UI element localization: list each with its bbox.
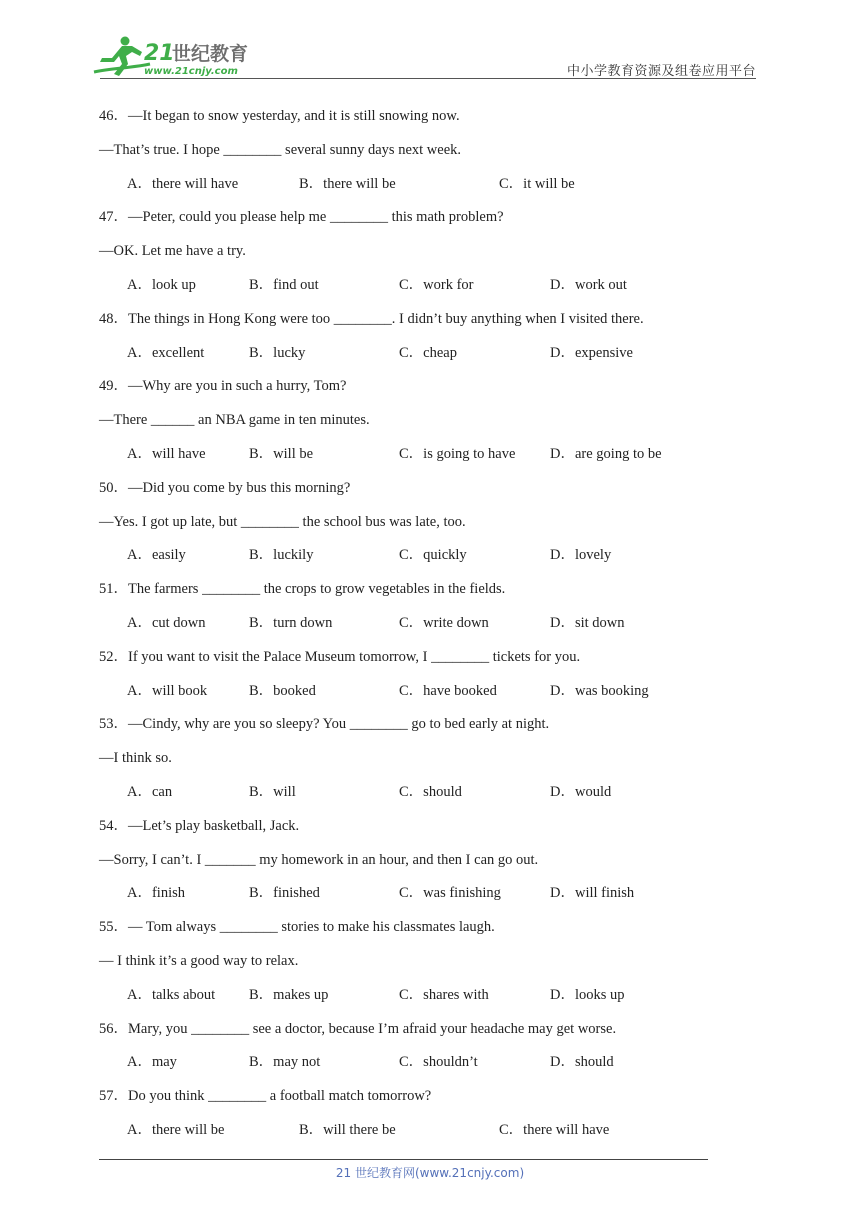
answer-option: A．can bbox=[127, 783, 173, 800]
answer-option: D．should bbox=[550, 1054, 614, 1071]
question-stem: 46．—It began to snow yesterday, and it is still snowing now. bbox=[99, 108, 460, 124]
option-row bbox=[99, 542, 739, 576]
answer-option: A．talks about bbox=[127, 986, 216, 1003]
svg-text:世纪教育: 世纪教育 bbox=[172, 43, 249, 65]
answer-option: D．looks up bbox=[550, 986, 625, 1003]
answer-option: C．is going to have bbox=[399, 445, 516, 462]
footer-link[interactable]: 21 世纪教育网(www.21cnjy.com) bbox=[335, 1166, 525, 1180]
answer-option: D．work out bbox=[550, 276, 627, 293]
question-reply: —Yes. I got up late, but ________ the school bus was late, too. bbox=[99, 513, 466, 530]
answer-option: C．shouldn’t bbox=[399, 1054, 478, 1071]
answer-option: C．was finishing bbox=[399, 885, 501, 902]
answer-option: C．it will be bbox=[499, 175, 575, 192]
answer-option: B．luckily bbox=[249, 547, 314, 564]
answer-option: B．finished bbox=[249, 885, 320, 902]
question-list bbox=[99, 103, 739, 1151]
option-row bbox=[99, 340, 739, 374]
answer-option: B．find out bbox=[249, 276, 319, 293]
answer-option: A．finish bbox=[127, 885, 185, 902]
answer-option: C．quickly bbox=[399, 547, 467, 564]
answer-option: D．would bbox=[550, 783, 612, 800]
answer-option: A．will have bbox=[127, 445, 206, 462]
answer-option: A．there will be bbox=[127, 1121, 225, 1138]
answer-option: A．cut down bbox=[127, 614, 206, 631]
question-stem: 53．—Cindy, why are you so sleepy? You ________ go to bed early at night. bbox=[99, 716, 550, 733]
option-row bbox=[99, 610, 739, 644]
answer-option: C．work for bbox=[399, 276, 474, 293]
answer-option: C．write down bbox=[399, 614, 489, 631]
answer-option: B．turn down bbox=[249, 614, 333, 631]
answer-option: B．may not bbox=[249, 1054, 321, 1071]
option-row bbox=[99, 678, 739, 712]
answer-option: D．lovely bbox=[550, 547, 612, 564]
question-reply: —Sorry, I can’t. I _______ my homework in an hour, and then I can go out. bbox=[99, 851, 539, 868]
question-stem: 49．—Why are you in such a hurry, Tom? bbox=[99, 378, 347, 395]
answer-option: C．should bbox=[399, 783, 462, 800]
answer-option: A．will book bbox=[127, 682, 208, 699]
question-stem: 57．Do you think ________ a football match tomorrow? bbox=[99, 1088, 432, 1105]
question-reply: —That’s true. I hope ________ several sunny days next week. bbox=[99, 141, 462, 158]
header-divider bbox=[100, 78, 756, 79]
svg-text:21: 21 bbox=[144, 41, 175, 66]
option-row bbox=[99, 171, 739, 205]
site-logo bbox=[92, 34, 267, 80]
answer-option: A．excellent bbox=[127, 344, 205, 361]
answer-option: D．was booking bbox=[550, 682, 649, 699]
question-reply: —OK. Let me have a try. bbox=[99, 243, 246, 260]
question-reply: — I think it’s a good way to relax. bbox=[99, 952, 299, 969]
answer-option: B．lucky bbox=[249, 344, 306, 361]
option-row bbox=[99, 982, 739, 1016]
answer-option: D．are going to be bbox=[550, 445, 662, 462]
answer-option: C．there will have bbox=[499, 1121, 610, 1138]
question-stem: 55．— Tom always ________ stories to make his classmates laugh. bbox=[99, 919, 495, 936]
option-row bbox=[99, 1117, 739, 1151]
answer-option: B．makes up bbox=[249, 986, 329, 1003]
answer-option: D．will finish bbox=[550, 885, 635, 902]
question-stem: 48．The things in Hong Kong were too ________. I didn’t buy anything when I visited there. bbox=[99, 310, 644, 327]
answer-option: D．expensive bbox=[550, 344, 633, 361]
option-row bbox=[99, 880, 739, 914]
option-row bbox=[99, 441, 739, 475]
answer-option: C．cheap bbox=[399, 344, 457, 361]
answer-option: B．will be bbox=[249, 445, 314, 462]
answer-option: B．booked bbox=[249, 682, 316, 699]
answer-option: B．will there be bbox=[299, 1121, 396, 1138]
question-stem: 50．—Did you come by bus this morning? bbox=[99, 479, 351, 496]
question-stem: 51．The farmers ________ the crops to grow vegetables in the fields. bbox=[99, 581, 506, 598]
question-stem: 52．If you want to visit the Palace Museum tomorrow, I ________ tickets for you. bbox=[99, 648, 581, 665]
platform-title: 中小学教育资源及组卷应用平台 bbox=[566, 64, 756, 79]
answer-option: C．have booked bbox=[399, 682, 497, 699]
question-reply: —I think so. bbox=[99, 750, 172, 767]
answer-option: C．shares with bbox=[399, 986, 489, 1003]
question-reply: —There ______ an NBA game in ten minutes. bbox=[99, 412, 370, 429]
footer-divider bbox=[99, 1159, 708, 1160]
svg-text:www.21cnjy.com: www.21cnjy.com bbox=[144, 66, 238, 77]
option-row bbox=[99, 779, 739, 813]
answer-option: A．there will have bbox=[127, 175, 239, 192]
question-stem: 54．—Let’s play basketball, Jack. bbox=[99, 817, 300, 834]
answer-option: B．there will be bbox=[299, 175, 396, 192]
answer-option: B．will bbox=[249, 783, 296, 800]
question-stem: 47．—Peter, could you please help me ________ this math problem? bbox=[99, 209, 504, 226]
question-stem: 56．Mary, you ________ see a doctor, because I’m afraid your headache may get worse. bbox=[99, 1020, 617, 1037]
answer-option: A．look up bbox=[127, 276, 196, 293]
answer-option: D．sit down bbox=[550, 614, 625, 631]
option-row bbox=[99, 1049, 739, 1083]
answer-option: A．may bbox=[127, 1054, 177, 1071]
answer-option: A．easily bbox=[127, 547, 186, 564]
page-header bbox=[0, 0, 860, 80]
option-row bbox=[99, 272, 739, 306]
